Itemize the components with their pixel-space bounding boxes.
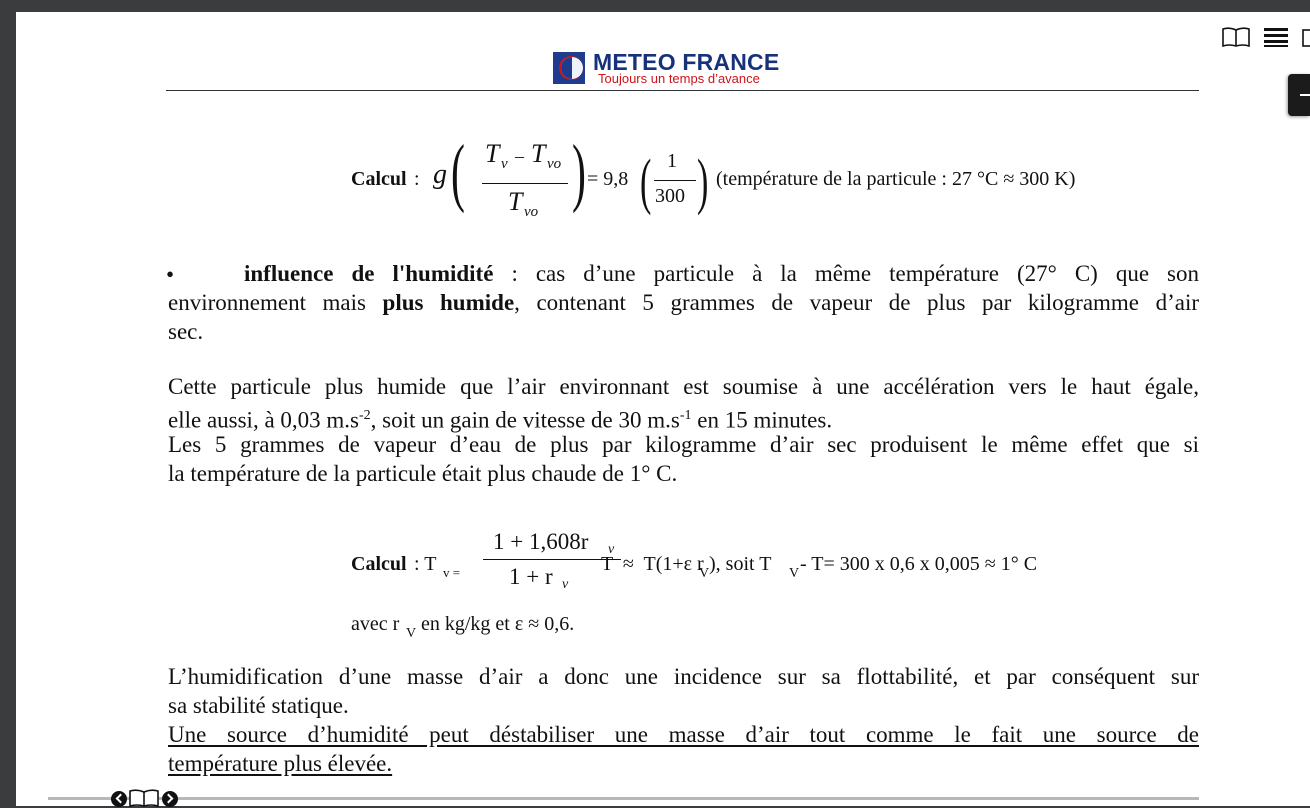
book-icon[interactable] (1221, 26, 1251, 48)
formula2-label: Calcul (351, 553, 407, 575)
formula2-denominator-sub: v (562, 577, 569, 592)
formula2-rest-sub-1: V (699, 566, 710, 581)
bullet-heading: influence de l'humidité (244, 261, 494, 286)
list-icon[interactable] (1263, 26, 1289, 48)
meteo-france-logo-icon (553, 52, 585, 84)
formula2-denominator: 1 + r (509, 564, 553, 589)
left-paren: ( (451, 130, 465, 214)
bullet-line-1-text: : cas d’une particule à la même température (27° C) que son (493, 261, 1199, 286)
bullet-symbol: • (166, 262, 175, 287)
left-paren-2: ( (640, 148, 652, 216)
para1-line-2-b: , soit un gain de vitesse de 30 m.s (370, 407, 680, 433)
para2-line-4-text: température plus élevée. (168, 751, 393, 776)
para2-line-4 (168, 749, 392, 778)
para1-sup-1: -2 (359, 408, 371, 423)
para2-line-3-text: Une source d’humidité peut déstabiliser une masse d’air tout comme le fait une source de (168, 722, 1199, 747)
right-paren-2: ) (697, 148, 709, 216)
formula2-rest-b: ), soit T (709, 553, 772, 575)
formula-separator: : (414, 168, 420, 190)
equals-value: = 9,8 (587, 168, 629, 190)
fraction2-denominator: 300 (655, 185, 685, 207)
logo-title: METEO FRANCE (593, 49, 780, 75)
numerator-tvo-sub: vo (547, 156, 562, 172)
para1-line-4: la température de la particule était plus chaude de 1° C. (168, 461, 678, 486)
formula2-lead-sub: v = (443, 565, 461, 580)
para1-line-1: Cette particule plus humide que l’air environnant est soumise à une accélération vers le haut égale, (168, 374, 1199, 399)
page-progress-track[interactable] (48, 797, 1199, 800)
formula2-rest-c: - T= 300 x 0,6 x 0,005 ≈ 1° C (800, 553, 1038, 575)
next-page-icon[interactable] (162, 791, 178, 807)
para2-line-3 (168, 720, 1199, 749)
bullet-line-1 (244, 259, 1199, 288)
minus-icon (1300, 94, 1310, 96)
book-icon[interactable] (127, 788, 161, 808)
gravity-symbol: g (433, 159, 447, 190)
formula-label: Calcul (351, 168, 407, 190)
page-edge-icon[interactable] (1300, 26, 1310, 48)
fraction2-bar (654, 180, 696, 181)
bullet-line-2 (168, 288, 1199, 317)
side-panel-toggle[interactable] (1288, 74, 1310, 116)
right-paren: ) (572, 130, 586, 214)
para2-line-2: sa stabilité statique. (168, 693, 349, 718)
formula2-rest-sub-2: V (789, 566, 800, 581)
formula2-lead: : T (414, 553, 437, 575)
para1-line-2-c: en 15 minutes. (691, 407, 833, 433)
logo-tagline: Toujours un temps d’avance (598, 71, 760, 86)
formula2-avec-a: avec r (351, 613, 400, 635)
para1-sup-2: -1 (679, 408, 692, 423)
denominator-tvo-sub: vo (524, 204, 539, 220)
bullet-line-2-b: , contenant 5 grammes de vapeur de plus par kilogramme d’air (514, 290, 1199, 315)
formula2-avec-sub: V (406, 626, 417, 641)
document-page (16, 12, 1310, 806)
formula2-numerator-sub: v (608, 542, 615, 557)
formula-note: (température de la particule : 27 °C ≈ 300 K) (716, 168, 1076, 190)
previous-page-icon[interactable] (111, 791, 127, 807)
bullet-line-3: sec. (168, 319, 204, 344)
formula2-rest-a: T ≈ T(1+ε r (601, 553, 704, 575)
numerator-tv: T (485, 139, 500, 168)
formula2-numerator: 1 + 1,608r (493, 529, 589, 554)
para1-line-3: Les 5 grammes de vapeur d’eau de plus par kilogramme d’air sec produisent le même effet que si (168, 432, 1199, 457)
formula2-avec-b: en kg/kg et ε ≈ 0,6. (416, 613, 575, 635)
header-rule (166, 90, 1199, 91)
minus-sign: – (515, 146, 524, 166)
para2-line-1: L’humidification d’une masse d’air a donc une incidence sur sa flottabilité, et par conséquent sur (168, 664, 1199, 689)
denominator-tvo: T (508, 187, 523, 216)
para1-line-2-a: elle aussi, à 0,03 m.s (168, 407, 359, 433)
bullet-line-2-bold: plus humide (382, 290, 515, 315)
fraction-bar (482, 183, 568, 184)
numerator-tv-sub: v (501, 156, 508, 172)
bullet-line-2-a: environnement mais (168, 290, 383, 315)
page-navigation (111, 788, 181, 808)
fraction2-numerator: 1 (667, 150, 677, 172)
formula-virtual-temperature (351, 522, 1071, 641)
numerator-tvo: T (531, 139, 546, 168)
formula-buoyancy (351, 130, 1111, 230)
